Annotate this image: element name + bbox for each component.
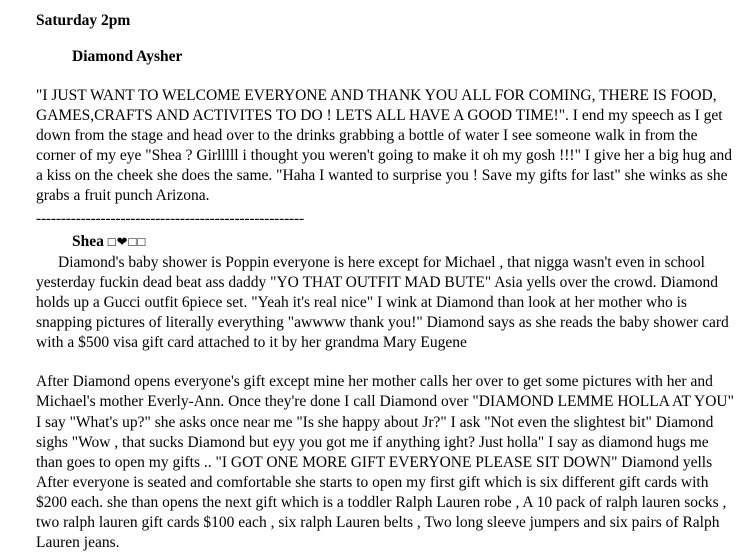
heart-icon: □❤□□ (107, 234, 147, 250)
speaker-name-shea (72, 232, 735, 251)
heading-day: Saturday 2pm (36, 12, 131, 29)
paragraph-shea-baby-shower: Diamond's baby shower is Poppin everyone is here except for Michael , that nigga wasn't even in school yesterday fuckin dead beat ass daddy "YO THAT OUTFIT MAD BUTE" Asia yells over the crowd. Diamond holds up a Gucci outfit 6piece set. "Yeah it's real nice" I wink at Diamond than look at her mother who is snapping pictures of literally everything "awwww thank you!" Diamond says as she reads the baby shower card with a $500 visa gift card attached to it by her grandma Mary Eugene (36, 253, 729, 352)
section-divider: ------------------------------------------------------ (36, 209, 304, 227)
paragraph-gifts: After Diamond opens everyone's gift except mine her mother calls her over to get some pictures with her and Michael's mother Everly-Ann. Once they're done I call Diamond over "DIAMOND LEMME HOLLA AT YOU" I say "What's up?" she asks once near me "Is she happy about Jr?" I ask "Not even the slightest bit" Diamond sighs "Wow , that sucks Diamond but eyy you got me if anything ight? Just holla" I say as diamond hugs me than goes to open my gifts .. "I GOT ONE MORE GIFT EVERYONE PLEASE SIT DOWN" Diamond yells After everyone is seated and comfortable she starts to open my first gift which is six different gift cards with $200 each. she than opens the next gift which is a toddler Ralph Lauren robe , A 10 pack of ralph lauren socks , two ralph lauren gift cards $100 each , six ralph Lauren belts , Two long sleeve jumpers and six pairs of Ralph Lauren jeans. (36, 373, 734, 552)
speaker-name-diamond: Diamond Aysher (72, 48, 183, 66)
speaker-label-shea: Shea (72, 233, 104, 251)
paragraph-diamond-speech: "I JUST WANT TO WELCOME EVERYONE AND THANK YOU ALL FOR COMING, THERE IS FOOD, GAMES,CRAFTS AND ACTIVITES TO DO ! LETS ALL HAVE A GOOD TIME!". I end my speech as I get down from the stage and head over to the drinks grabbing a bottle of water I see someone walk in from the corner of my eye "Shea ? Girlllll i thought you weren't going to make it oh my gosh !!!" I give her a big hug and a kiss on the cheek she does the same. "Haha I wanted to surprise you ! Save my gifts for last" she winks as she grabs a fruit punch Arizona. (36, 86, 732, 205)
